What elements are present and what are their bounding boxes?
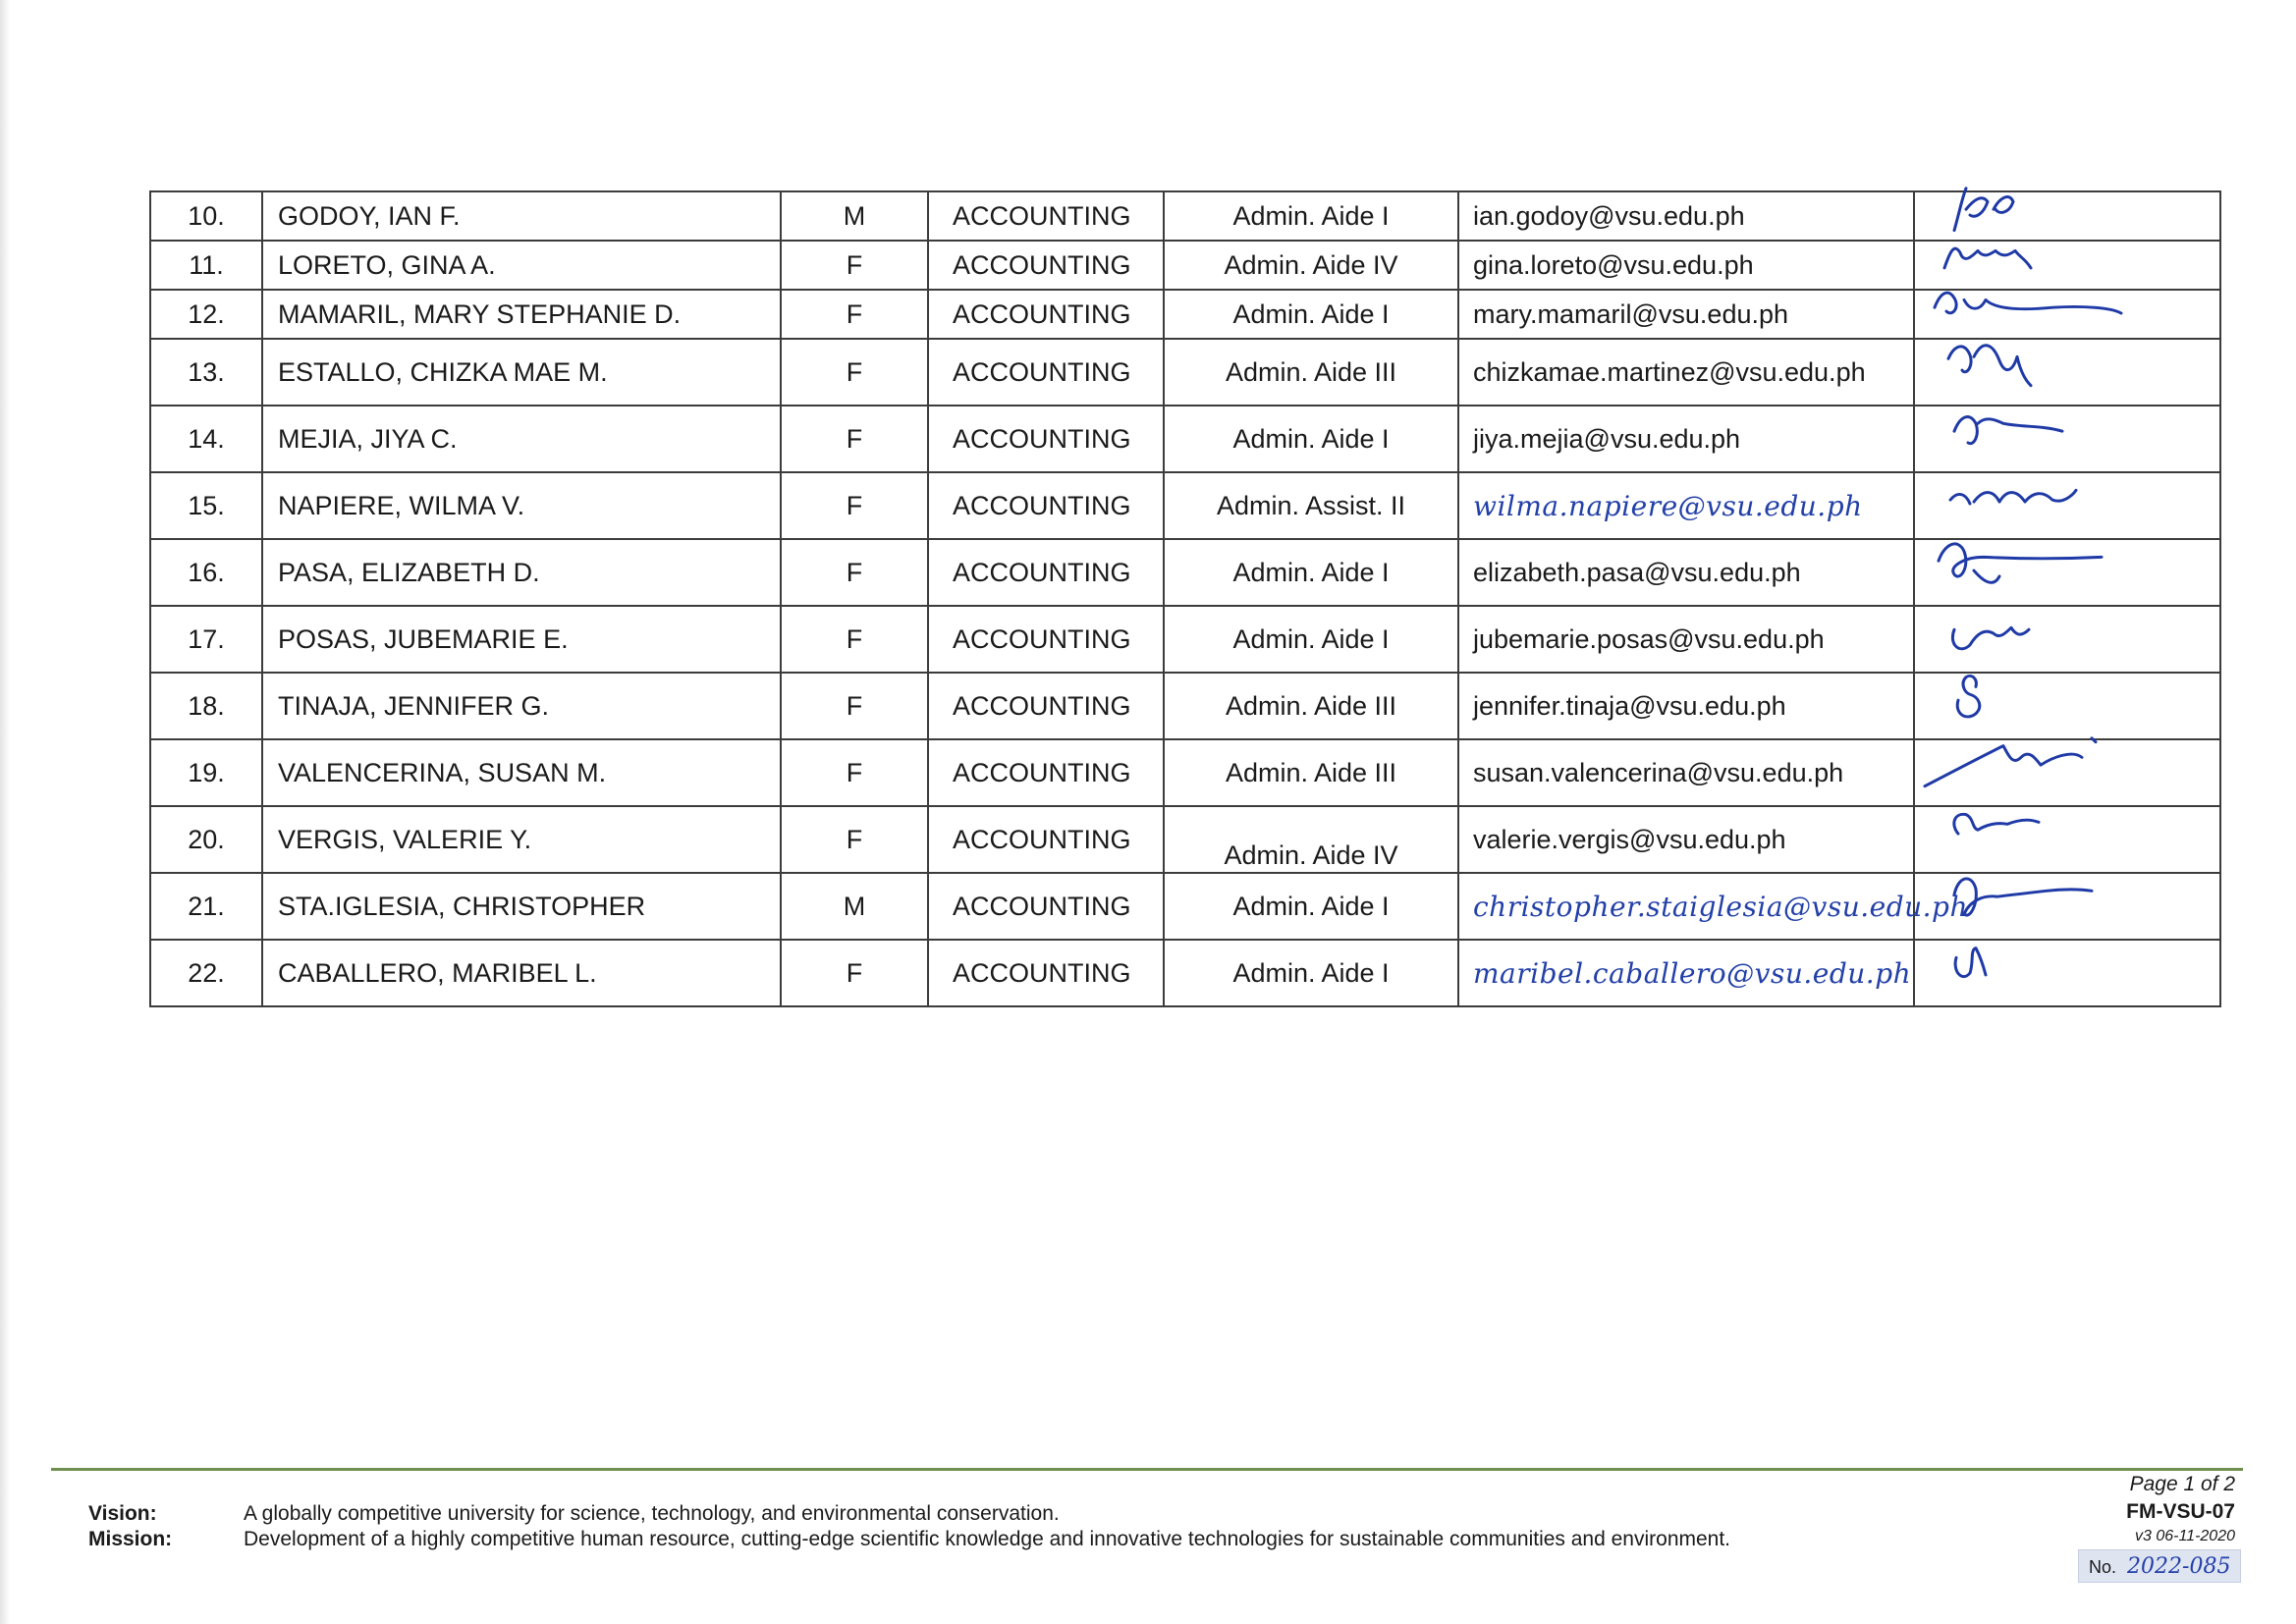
office-cell (928, 873, 1164, 940)
form-code: FM-VSU-07 (2126, 1500, 2235, 1523)
row-number: 12. (188, 298, 225, 329)
row-number: 14. (188, 423, 225, 454)
position-cell (1164, 739, 1458, 806)
sex: F (846, 249, 863, 280)
sex: F (846, 298, 863, 329)
email-cell (1458, 339, 1914, 406)
employee-name-cell (262, 673, 781, 739)
position: Admin. Aide I (1232, 557, 1390, 587)
office: ACCOUNTING (953, 249, 1131, 280)
row-number: 17. (188, 623, 225, 654)
employee-name: MAMARIL, MARY STEPHANIE D. (278, 298, 682, 329)
row-number: 16. (188, 557, 225, 587)
office-cell (928, 339, 1164, 406)
employee-name-cell (262, 873, 781, 940)
employee-name: LORETO, GINA A. (278, 249, 496, 280)
row-number-cell (150, 191, 262, 241)
vision-label: Vision: (88, 1502, 157, 1525)
signature-stroke (1954, 814, 2039, 834)
sex-cell (781, 539, 928, 606)
position: Admin. Aide III (1225, 690, 1397, 721)
control-number-stamp (2078, 1549, 2241, 1583)
email: jennifer.tinaja@vsu.edu.ph (1473, 690, 1786, 721)
employee-name-cell (262, 739, 781, 806)
employee-name: CABALLERO, MARIBEL L. (278, 957, 597, 988)
office: ACCOUNTING (953, 957, 1131, 988)
signature-stroke (1952, 627, 2029, 649)
email-cell (1458, 241, 1914, 290)
position-cell (1164, 290, 1458, 339)
sex: F (846, 356, 863, 387)
row-number: 21. (188, 891, 225, 921)
office: ACCOUNTING (953, 891, 1131, 921)
employee-name: TINAJA, JENNIFER G. (278, 690, 550, 721)
office-cell (928, 406, 1164, 472)
row-number: 10. (188, 200, 225, 231)
position: Admin. Aide IV (1224, 839, 1398, 870)
table-row (150, 406, 2220, 472)
position: Admin. Aide III (1225, 757, 1397, 787)
sex-cell (781, 873, 928, 940)
table-row (150, 539, 2220, 606)
office: ACCOUNTING (953, 356, 1131, 387)
form-version: v3 06-11-2020 (2135, 1528, 2235, 1544)
position-cell (1164, 339, 1458, 406)
sex: F (846, 557, 863, 587)
employee-name-cell (262, 339, 781, 406)
sex: F (846, 490, 863, 520)
sex: F (846, 623, 863, 654)
email: elizabeth.pasa@vsu.edu.ph (1473, 557, 1801, 587)
position-cell (1164, 606, 1458, 673)
signature-stroke (1950, 490, 2076, 504)
mission-label: Mission: (88, 1528, 173, 1550)
employee-name: POSAS, JUBEMARIE E. (278, 623, 569, 654)
table-row (150, 940, 2220, 1006)
office-cell (928, 472, 1164, 539)
position: Admin. Aide I (1232, 200, 1390, 231)
email: gina.loreto@vsu.edu.ph (1473, 249, 1754, 280)
position-cell (1164, 191, 1458, 241)
office-cell (928, 940, 1164, 1006)
sex-cell (781, 673, 928, 739)
sex: F (846, 757, 863, 787)
position-cell (1164, 673, 1458, 739)
office-cell (928, 191, 1164, 241)
row-number-cell (150, 339, 262, 406)
employee-name-cell (262, 806, 781, 873)
office: ACCOUNTING (953, 423, 1131, 454)
email: chizkamae.martinez@vsu.edu.ph (1473, 356, 1866, 387)
signature-stroke (1944, 248, 2031, 268)
signature-mark (1915, 929, 2219, 1017)
email: wilma.napiere@vsu.edu.ph (1473, 489, 1863, 522)
control-number-value: 2022-085 (2127, 1554, 2231, 1579)
email-cell (1458, 806, 1914, 873)
sex-cell (781, 191, 928, 241)
sex-cell (781, 606, 928, 673)
row-number-cell (150, 940, 262, 1006)
employee-name-cell (262, 940, 781, 1006)
row-number: 19. (188, 757, 225, 787)
office-cell (928, 290, 1164, 339)
employee-name-cell (262, 191, 781, 241)
position-cell (1164, 940, 1458, 1006)
email-cell (1458, 539, 1914, 606)
sex-cell (781, 806, 928, 873)
email-cell (1458, 191, 1914, 241)
position: Admin. Aide I (1232, 423, 1390, 454)
employee-name-cell (262, 406, 781, 472)
office-cell (928, 673, 1164, 739)
email-cell (1458, 940, 1914, 1006)
sex-cell (781, 472, 928, 539)
position: Admin. Aide I (1232, 957, 1390, 988)
row-number-cell (150, 539, 262, 606)
email: christopher.staiglesia@vsu.edu.ph (1473, 890, 1969, 923)
position-cell (1164, 241, 1458, 290)
row-number-cell (150, 739, 262, 806)
mission-text: Development of a highly competitive human resource, cutting-edge scientific knowledge and innovative technologies for sustainable communities and environment. (244, 1528, 1731, 1550)
signature-stroke (1954, 189, 2013, 231)
email-cell (1458, 290, 1914, 339)
attendance-table (149, 190, 2221, 1007)
office: ACCOUNTING (953, 757, 1131, 787)
position-cell (1164, 406, 1458, 472)
position-cell (1164, 806, 1458, 873)
email-cell (1458, 673, 1914, 739)
office: ACCOUNTING (953, 690, 1131, 721)
signature-stroke (1948, 346, 2031, 386)
sex-cell (781, 940, 928, 1006)
employee-name: ESTALLO, CHIZKA MAE M. (278, 356, 608, 387)
signature-stroke (1935, 293, 2121, 313)
email-cell (1458, 606, 1914, 673)
signature-stroke (1954, 417, 2062, 444)
email: valerie.vergis@vsu.edu.ph (1473, 824, 1786, 854)
office: ACCOUNTING (953, 557, 1131, 587)
office: ACCOUNTING (953, 623, 1131, 654)
email-cell (1458, 406, 1914, 472)
signature-cell (1914, 940, 2220, 1006)
table-row (150, 472, 2220, 539)
email: jiya.mejia@vsu.edu.ph (1473, 423, 1741, 454)
table-row (150, 606, 2220, 673)
row-number: 20. (188, 824, 225, 854)
signature-stroke (1957, 676, 1980, 717)
position-cell (1164, 873, 1458, 940)
sex-cell (781, 739, 928, 806)
position: Admin. Assist. II (1216, 490, 1406, 520)
sex-cell (781, 241, 928, 290)
office: ACCOUNTING (953, 298, 1131, 329)
employee-name: NAPIERE, WILMA V. (278, 490, 525, 520)
position-cell (1164, 539, 1458, 606)
office-cell (928, 739, 1164, 806)
table-row (150, 673, 2220, 739)
row-number-cell (150, 472, 262, 539)
employee-name-cell (262, 472, 781, 539)
sex-cell (781, 406, 928, 472)
employee-name: PASA, ELIZABETH D. (278, 557, 540, 587)
footer-divider (51, 1468, 2243, 1471)
office-cell (928, 806, 1164, 873)
email: maribel.caballero@vsu.edu.ph (1473, 956, 1912, 990)
sex: F (846, 957, 863, 988)
employee-name: MEJIA, JIYA C. (278, 423, 458, 454)
employee-name-cell (262, 539, 781, 606)
row-number-cell (150, 241, 262, 290)
sex-cell (781, 339, 928, 406)
signature-stroke (1954, 879, 2092, 915)
position: Admin. Aide I (1232, 891, 1390, 921)
office-cell (928, 241, 1164, 290)
position: Admin. Aide III (1225, 356, 1397, 387)
email: jubemarie.posas@vsu.edu.ph (1473, 623, 1825, 654)
table-row (150, 873, 2220, 940)
row-number-cell (150, 673, 262, 739)
position: Admin. Aide I (1232, 298, 1390, 329)
signature-stroke (1955, 948, 1986, 977)
table-row (150, 191, 2220, 241)
employee-name-cell (262, 241, 781, 290)
email: ian.godoy@vsu.edu.ph (1473, 200, 1745, 231)
employee-name: GODOY, IAN F. (278, 200, 461, 231)
sex: F (846, 824, 863, 854)
sex: M (843, 891, 866, 921)
row-number: 22. (188, 957, 225, 988)
control-number-label: No. (2089, 1557, 2117, 1577)
row-number-cell (150, 290, 262, 339)
employee-name-cell (262, 606, 781, 673)
row-number: 11. (189, 249, 224, 280)
employee-name: VALENCERINA, SUSAN M. (278, 757, 607, 787)
row-number-cell (150, 806, 262, 873)
table-row (150, 806, 2220, 873)
email-cell (1458, 739, 1914, 806)
position: Admin. Aide I (1232, 623, 1390, 654)
employee-name: STA.IGLESIA, CHRISTOPHER (278, 891, 646, 921)
position: Admin. Aide IV (1224, 249, 1398, 280)
row-number-cell (150, 406, 262, 472)
employee-name: VERGIS, VALERIE Y. (278, 824, 532, 854)
email: mary.mamaril@vsu.edu.ph (1473, 298, 1789, 329)
position-cell (1164, 472, 1458, 539)
row-number: 15. (188, 490, 225, 520)
email-cell (1458, 873, 1969, 940)
scan-edge (0, 0, 10, 1624)
email-cell (1458, 472, 1914, 539)
table-row (150, 739, 2220, 806)
page-number: Page 1 of 2 (2129, 1473, 2235, 1495)
sex-cell (781, 290, 928, 339)
row-number-cell (150, 606, 262, 673)
row-number: 13. (188, 356, 225, 387)
office: ACCOUNTING (953, 490, 1131, 520)
signature-stroke (1939, 544, 2102, 582)
table-row (150, 290, 2220, 339)
office: ACCOUNTING (953, 200, 1131, 231)
table-row (150, 241, 2220, 290)
office-cell (928, 606, 1164, 673)
vision-text: A globally competitive university for science, technology, and environmental conservation. (244, 1502, 1060, 1525)
sex: F (846, 423, 863, 454)
email: susan.valencerina@vsu.edu.ph (1473, 757, 1844, 787)
page-info (2126, 1473, 2235, 1545)
signature-stroke (1925, 738, 2096, 786)
employee-name-cell (262, 290, 781, 339)
office: ACCOUNTING (953, 824, 1131, 854)
office-cell (928, 539, 1164, 606)
sex: F (846, 690, 863, 721)
row-number: 18. (188, 690, 225, 721)
table-row (150, 339, 2220, 406)
row-number-cell (150, 873, 262, 940)
sex: M (843, 200, 866, 231)
